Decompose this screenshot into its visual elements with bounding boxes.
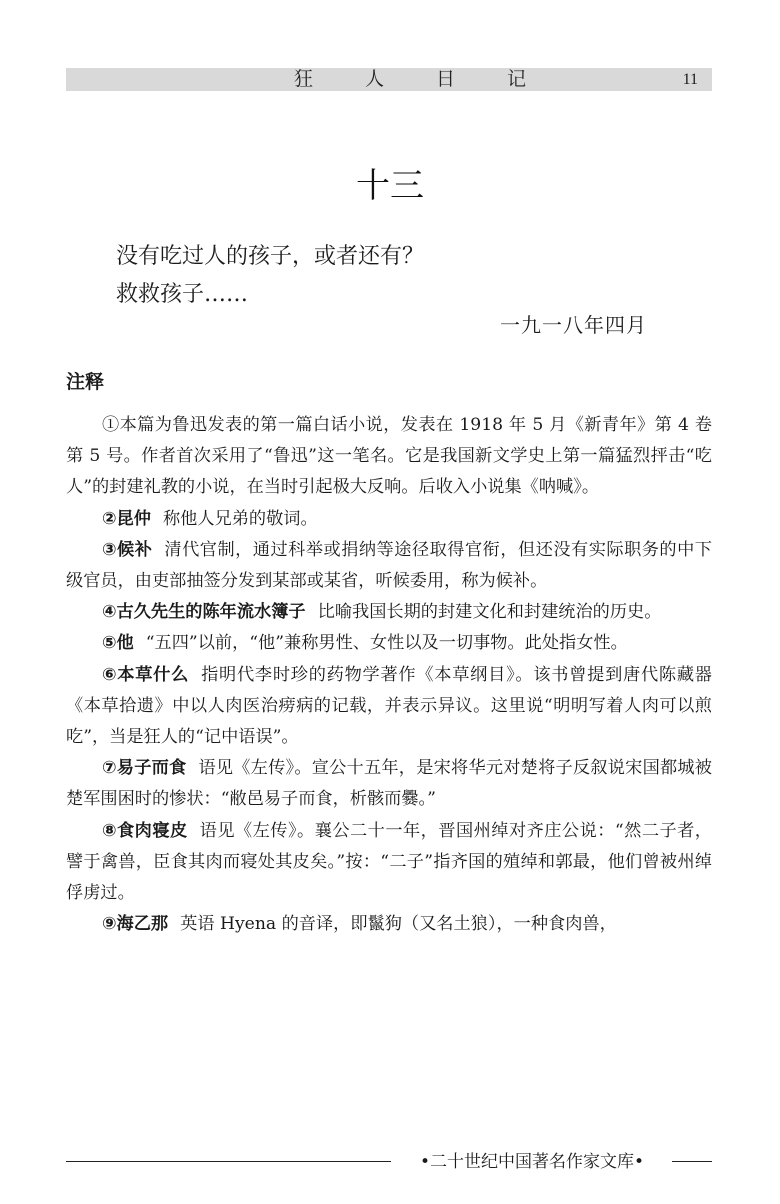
note-text: 称他人兄弟的敬词。 bbox=[162, 508, 318, 529]
note-text: 指明代李时珍的药物学著作《本草纲目》。该书曾提到唐代陈藏器《本草拾遗》中以人肉医治痨病的记载，并表示异议。这里说“明明写着人肉可以煎吃”，当是狂人的“记中语误”。 bbox=[66, 664, 712, 748]
footer bbox=[66, 1150, 712, 1174]
notes-heading: 注释 bbox=[66, 371, 105, 393]
note-text: 清代官制，通过科举或捐纳等途径取得官衔，但还没有实际职务的中下级官员，由吏部抽签分发到某部或某省，听候委用，称为候补。 bbox=[66, 539, 712, 592]
note-term: ②昆仲 bbox=[102, 508, 151, 529]
footer-rule-left bbox=[66, 1161, 391, 1162]
note-term: ⑧食肉寝皮 bbox=[102, 820, 188, 841]
footer-rule-right bbox=[672, 1161, 712, 1162]
section-title: 十三 bbox=[356, 166, 424, 206]
note-text: 比喻我国长期的封建文化和封建统治的历史。 bbox=[317, 602, 662, 623]
note-item bbox=[66, 597, 712, 628]
note-text: ①本篇为鲁迅发表的第一篇白话小说，发表在 1918 年 5 月《新青年》第 4 卷第 5 号。作者首次采用了“鲁迅”这一笔名。它是我国新文学史上第一篇猛烈抨击“吃人”的封建礼教的小说，在当时引起极大反响。后收入小说集《呐喊》。 bbox=[66, 415, 712, 498]
note-term: ⑦易子而食 bbox=[102, 758, 187, 779]
note-term: ⑨海乙那 bbox=[102, 914, 169, 935]
note-item bbox=[66, 504, 712, 535]
note-text: “五四”以前，“他”兼称男性、女性以及一切事物。此处指女性。 bbox=[145, 633, 628, 654]
note-item bbox=[66, 753, 712, 815]
note-term: ⑤他 bbox=[102, 633, 134, 654]
note-item bbox=[66, 535, 712, 597]
series-name: •二十世纪中国著名作家文库• bbox=[419, 1152, 645, 1172]
note-item bbox=[66, 628, 712, 659]
header-title: 狂人日记 bbox=[294, 68, 579, 90]
note-item bbox=[66, 909, 712, 940]
note-item bbox=[66, 816, 712, 910]
note-text: 英语 Hyena 的音译，即鬣狗（又名土狼），一种食肉兽， bbox=[180, 914, 617, 935]
note-text: 语见《左传》。襄公二十一年，晋国州绰对齐庄公说：“然二子者，譬于禽兽，臣食其肉而寝处其皮矣。”按：“二子”指齐国的殖绰和郭最，他们曾被州绰俘虏过。 bbox=[66, 820, 712, 904]
closing-line-2: 救救孩子…… bbox=[116, 282, 249, 307]
note-term: ④古久先生的陈年流水簿子 bbox=[102, 602, 306, 623]
note-term: ⑥本草什么 bbox=[102, 664, 190, 685]
date-signature: 一九一八年四月 bbox=[500, 313, 647, 337]
page-number: 11 bbox=[682, 71, 698, 88]
closing-lines bbox=[116, 238, 424, 314]
notes-list bbox=[66, 410, 712, 940]
note-item bbox=[66, 660, 712, 754]
note-term: ③候补 bbox=[102, 539, 153, 560]
note-item bbox=[66, 410, 712, 504]
note-text: 语见《左传》。宣公十五年，是宋将华元对楚将子反叙说宋国都城被楚军围困时的惨状：“敝邑易子而食，析骸而爨。” bbox=[66, 758, 712, 810]
running-header bbox=[66, 68, 712, 91]
closing-line-1: 没有吃过人的孩子，或者还有？ bbox=[116, 244, 425, 269]
